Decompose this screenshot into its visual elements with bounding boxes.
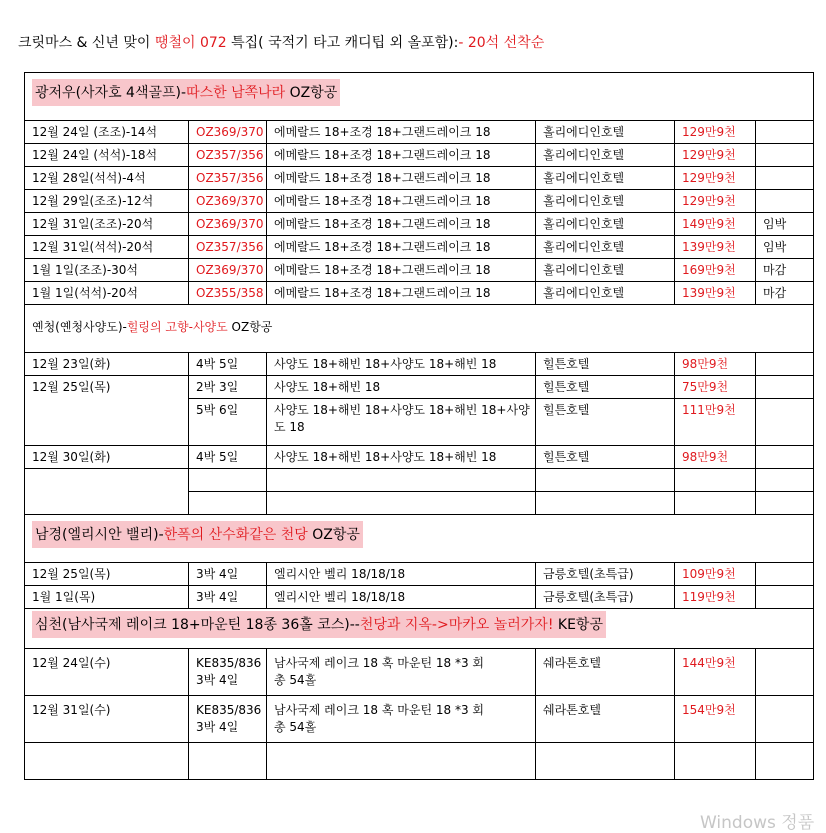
table-row: 12월 31일(수) KE835/836 3박 4일 남사국제 레이크 18 혹 마운틴 18 *3 회 총 54홀 쉐라톤호텔 154만9천 [25, 696, 814, 743]
windows-watermark: Windows 정품 [700, 813, 815, 833]
section-title: 남경(엘리시안 밸리)-한폭의 산수화같은 천당 OZ항공 [25, 515, 814, 563]
section-title: 심천(남사국제 레이크 18+마운틴 18종 36홀 코스)--천당과 지옥->마카오 놀러가자! KE항공 [25, 609, 814, 649]
table-row: 1월 1일(조조)-30석 OZ369/370 에메랄드 18+조경 18+그랜드레이크 18 홀리에디인호텔 169만9천 마감 [25, 259, 814, 282]
section-header-row [25, 73, 814, 121]
table-row: 12월 31일(조조)-20석 OZ369/370 에메랄드 18+조경 18+그랜드레이크 18 홀리에디인호텔 149만9천 임박 [25, 213, 814, 236]
empty-row [25, 469, 814, 492]
table-row: 12월 28일(석석)-4석 OZ357/356 에메랄드 18+조경 18+그랜드레이크 18 홀리에디인호텔 129만9천 [25, 167, 814, 190]
title-highlight: 땡철이 072 [154, 35, 227, 51]
table-row: 12월 24일(수) KE835/836 3박 4일 남사국제 레이크 18 혹 마운틴 18 *3 회 총 54홀 쉐라톤호텔 144만9천 [25, 649, 814, 696]
title-middle: 특집( 국적기 타고 캐디팁 외 올포함): [226, 35, 459, 51]
table-row: 12월 24일 (조조)-14석 OZ369/370 에메랄드 18+조경 18+그랜드레이크 18 홀리에디인호텔 129만9천 [25, 121, 814, 144]
section-header-row [25, 609, 814, 649]
title-seats: - 20석 선착순 [458, 35, 545, 51]
section-title: 옌청(옌청사양도)-힐링의 고향-사양도 OZ항공 [25, 305, 814, 353]
table-row: 12월 25일(목) 3박 4일 엘리시안 벨리 18/18/18 금릉호텔(초특급) 109만9천 [25, 563, 814, 586]
table-row: 1월 1일(목) 3박 4일 엘리시안 벨리 18/18/18 금릉호텔(초특급) 119만9천 [25, 586, 814, 609]
table-row: 12월 25일(목) 2박 3일 사양도 18+해빈 18 힐튼호텔 75만9천 [25, 376, 814, 399]
section-header-row [25, 305, 814, 353]
table-row: 5박 6일 사양도 18+해빈 18+사양도 18+해빈 18+사양도 18 힐튼호텔 111만9천 [25, 399, 814, 446]
table-row: 12월 31일(석석)-20석 OZ357/356 에메랄드 18+조경 18+그랜드레이크 18 홀리에디인호텔 139만9천 임박 [25, 236, 814, 259]
title-prefix: 크릿마스 & 신년 맞이 [18, 35, 155, 51]
empty-row [25, 743, 814, 780]
section-header-row [25, 515, 814, 563]
table-row: 12월 29일(조조)-12석 OZ369/370 에메랄드 18+조경 18+그랜드레이크 18 홀리에디인호텔 129만9천 [25, 190, 814, 213]
table-row: 1월 1일(석석)-20석 OZ355/358 에메랄드 18+조경 18+그랜드레이크 18 홀리에디인호텔 139만9천 마감 [25, 282, 814, 305]
table-row: 12월 30일(화) 4박 5일 사양도 18+해빈 18+사양도 18+해빈 18 힐튼호텔 98만9천 [25, 446, 814, 469]
section-title: 광저우(사자호 4색골프)-따스한 남쪽나라 OZ항공 [25, 73, 814, 121]
tour-table [24, 72, 814, 780]
table-row: 12월 24일 (석석)-18석 OZ357/356 에메랄드 18+조경 18+그랜드레이크 18 홀리에디인호텔 129만9천 [25, 144, 814, 167]
table-row: 12월 23일(화) 4박 5일 사양도 18+해빈 18+사양도 18+해빈 18 힐튼호텔 98만9천 [25, 353, 814, 376]
document-title [18, 32, 544, 52]
